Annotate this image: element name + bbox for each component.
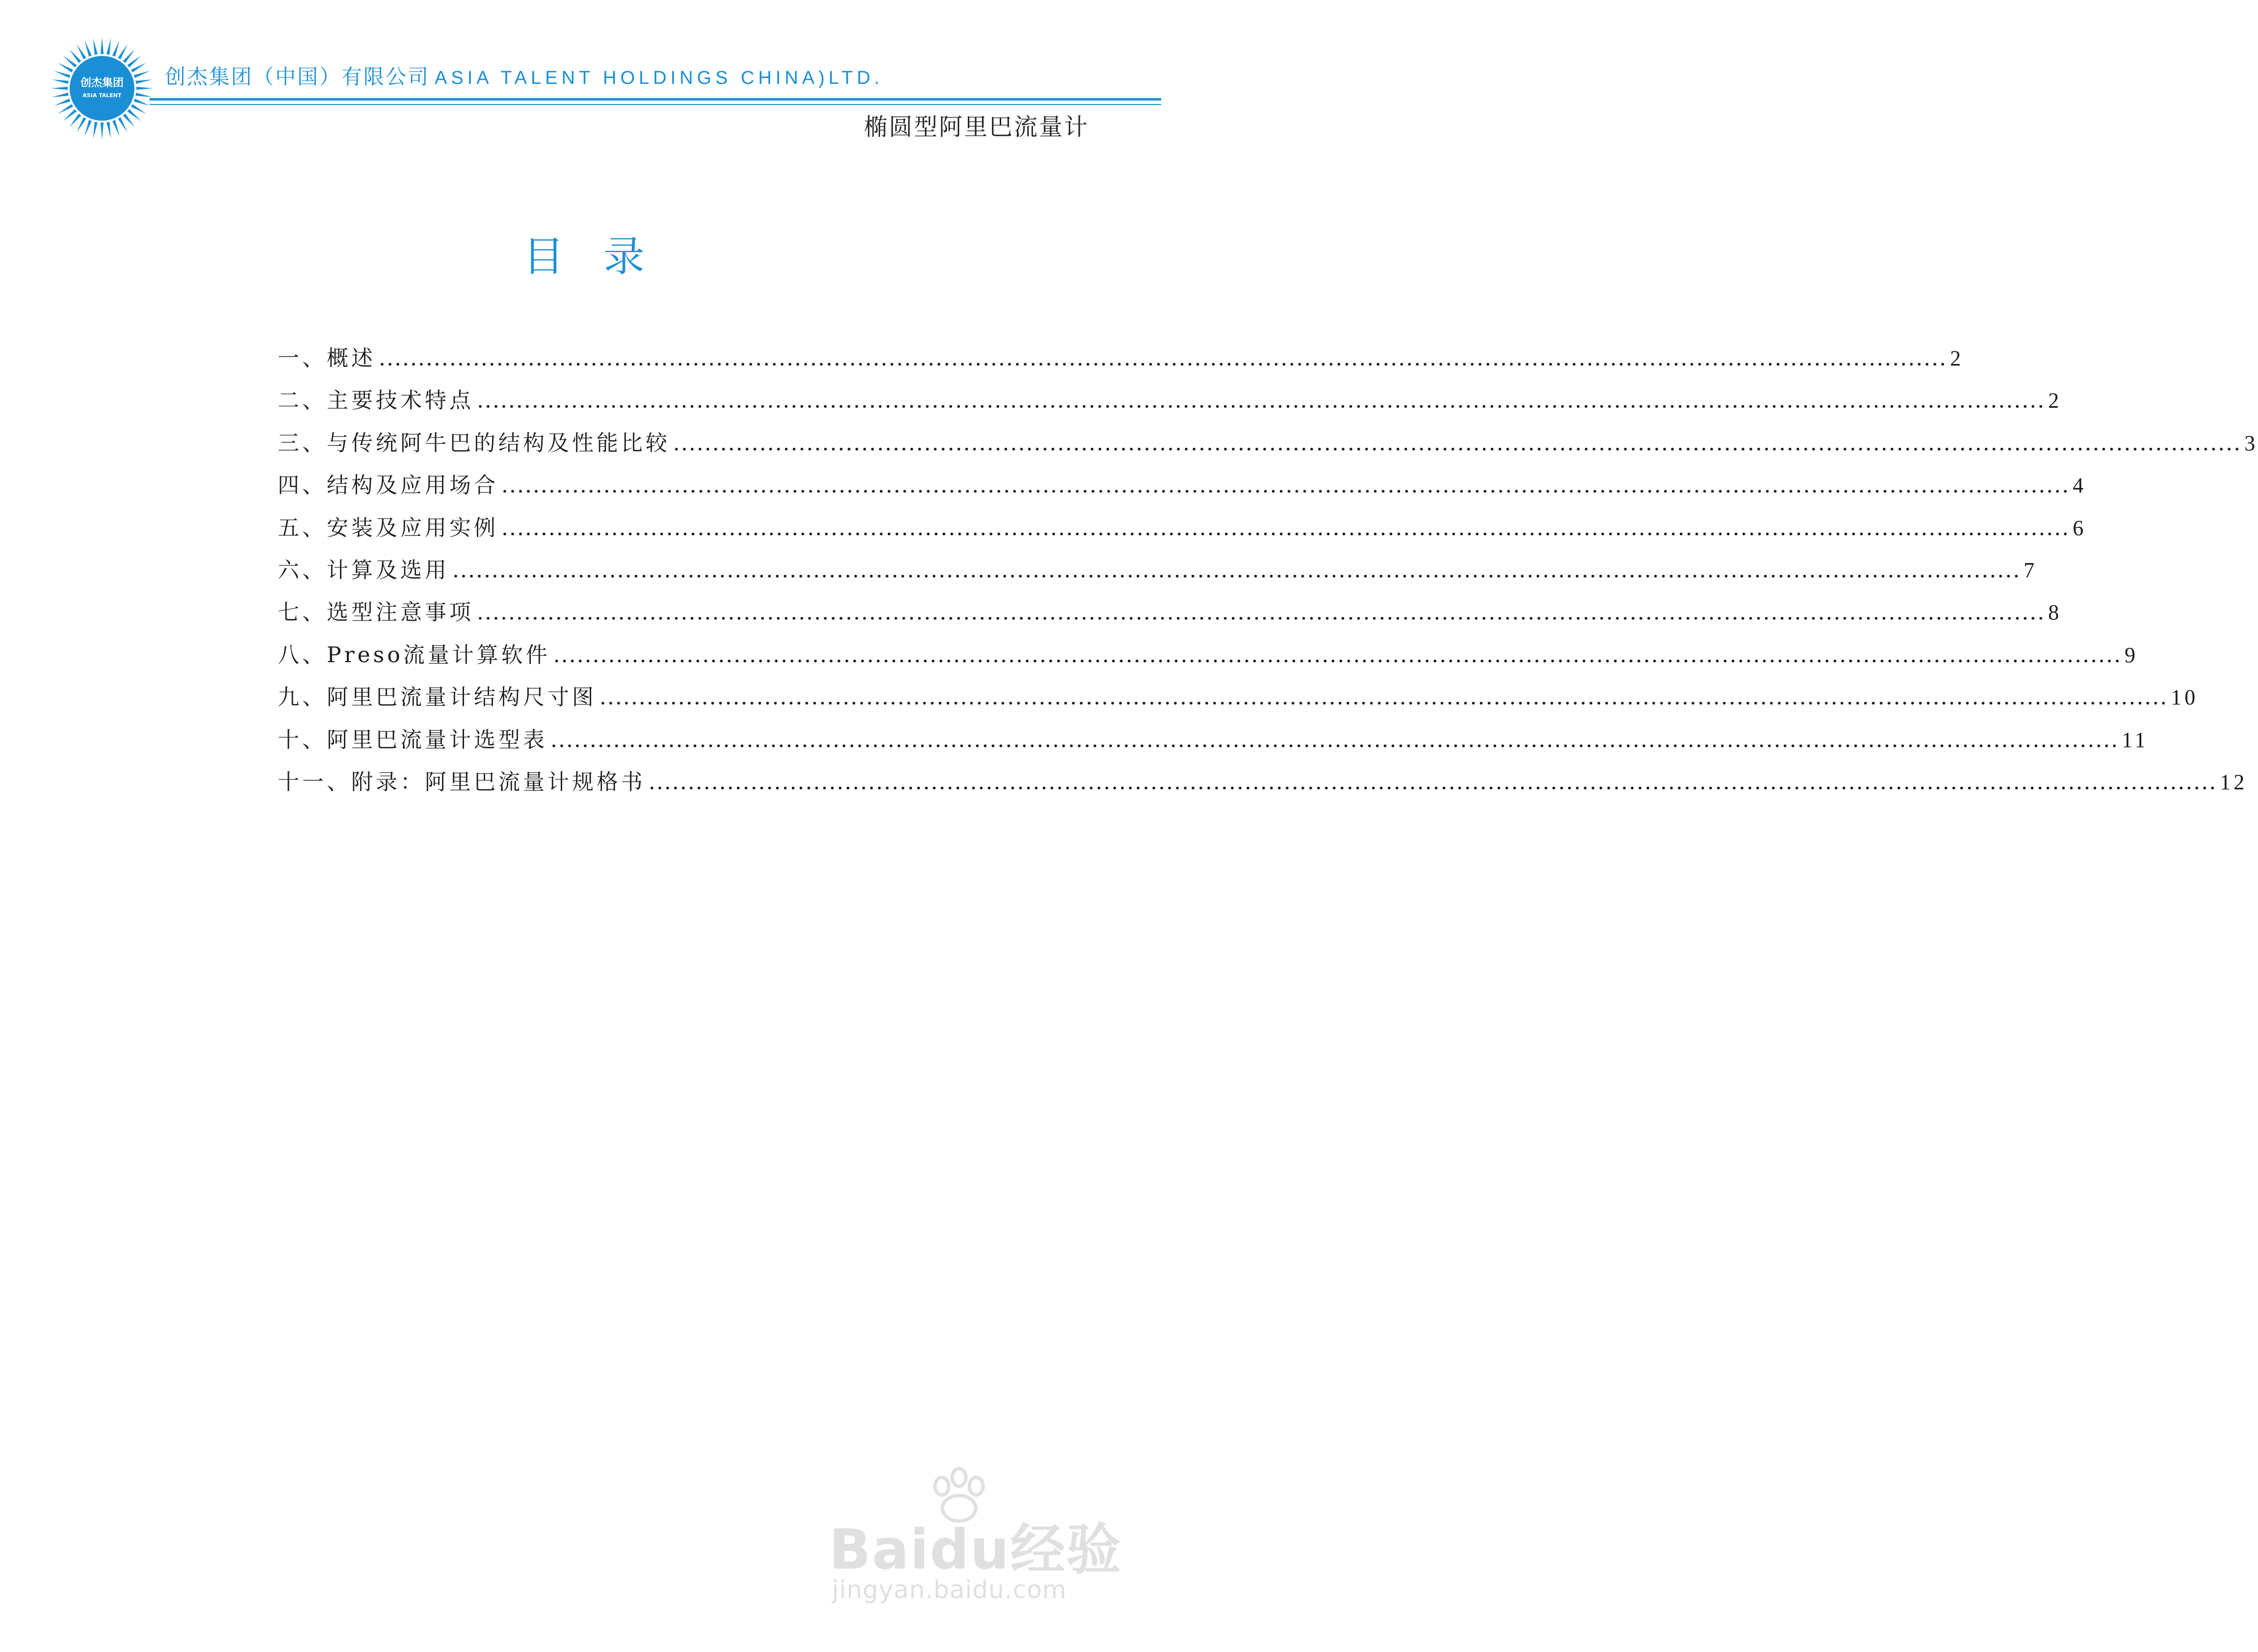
toc-entry-page: 2 <box>1950 346 1964 370</box>
logo-ray <box>106 38 111 55</box>
toc-entry-page: 12 <box>2220 770 2248 794</box>
toc-entry[interactable] <box>278 634 2139 676</box>
toc-entry-page: 11 <box>2122 727 2149 752</box>
toc-entry-label: 六、计算及选用 <box>278 557 449 583</box>
toc-dot-leader: ........................................................................................................................................................................................................ <box>452 557 2021 583</box>
table-of-contents <box>278 337 2258 803</box>
logo-ray <box>112 40 120 56</box>
toc-entry-page: 2 <box>2048 388 2062 413</box>
toc-entry-label: 一、概述 <box>278 346 376 371</box>
toc-entry-label: 四、结构及应用场合 <box>278 473 498 498</box>
toc-entry-page: 8 <box>2048 600 2062 625</box>
logo-ray <box>128 109 141 121</box>
toc-entry-page: 7 <box>2024 558 2038 582</box>
toc-entry[interactable] <box>278 337 1964 380</box>
logo-ray <box>134 99 150 106</box>
logo-ray <box>136 87 153 90</box>
toc-entry-label: 二、主要技术特点 <box>278 388 474 413</box>
logo-ray <box>101 123 104 139</box>
logo-ray <box>58 104 73 114</box>
logo-ray <box>123 114 135 128</box>
toc-entry[interactable] <box>278 676 2199 719</box>
toc-entry-label: 七、选型注意事项 <box>278 600 474 625</box>
toc-dot-leader: ........................................................................................................................................................................................................ <box>477 388 2046 413</box>
logo-ray <box>128 55 141 67</box>
logo-ray <box>84 120 92 136</box>
toc-entry-label: 十、阿里巴流量计选型表 <box>278 727 547 752</box>
logo-text-en: ASIA TALENT <box>82 92 122 99</box>
logo-ray <box>135 93 152 97</box>
toc-entry[interactable] <box>278 719 2149 761</box>
logo-ray <box>134 71 150 78</box>
toc-entry-label: 八、Preso流量计算软件 <box>278 642 550 668</box>
logo-ray <box>77 117 86 132</box>
logo-ray <box>51 87 68 90</box>
toc-dot-leader: ........................................................................................................................................................................................................ <box>553 642 2122 668</box>
toc-dot-leader: ........................................................................................................................................................................................................ <box>599 685 2168 710</box>
logo-ray <box>106 122 111 138</box>
toc-entry-page: 9 <box>2125 643 2139 667</box>
logo-ray <box>52 93 69 97</box>
baidu-watermark <box>829 1467 1122 1619</box>
toc-entry-page: 6 <box>2073 516 2087 540</box>
toc-dot-leader: ........................................................................................................................................................................................................ <box>477 600 2046 625</box>
logo-ray <box>54 71 70 78</box>
logo-ray <box>63 55 77 67</box>
logo-ray <box>118 44 128 59</box>
toc-entry[interactable] <box>278 380 2062 422</box>
toc-entry[interactable] <box>278 465 2087 507</box>
toc-entry-label: 十一、附录：阿里巴流量计规格书 <box>278 769 646 795</box>
watermark-logo: Baidu经验 <box>829 1518 1122 1582</box>
logo-ray <box>93 122 98 138</box>
company-name-cn: 创杰集团（中国）有限公司 <box>165 65 430 89</box>
toc-dot-leader: ........................................................................................................................................................................................................ <box>673 430 2242 456</box>
toc-entry[interactable] <box>278 592 2062 634</box>
logo-ray <box>101 37 104 54</box>
logo-ray <box>69 114 81 128</box>
header-divider <box>150 98 1161 101</box>
toc-dot-leader: ........................................................................................................................................................................................................ <box>501 515 2070 541</box>
toc-entry[interactable] <box>278 422 2258 465</box>
toc-dot-leader: ........................................................................................................................................................................................................ <box>501 473 2070 498</box>
logo-ray <box>135 79 152 84</box>
logo-ray <box>84 40 92 56</box>
toc-entry-label: 三、与传统阿牛巴的结构及性能比较 <box>278 430 670 456</box>
toc-dot-leader: ........................................................................................................................................................................................................ <box>649 769 2217 795</box>
toc-entry[interactable] <box>278 507 2087 549</box>
logo-ray <box>69 49 81 63</box>
toc-dot-leader: ........................................................................................................................................................................................................ <box>379 346 1947 371</box>
company-logo <box>49 35 155 141</box>
logo-ray <box>58 63 73 73</box>
company-name <box>165 61 1146 96</box>
logo-ray <box>123 49 135 63</box>
logo-ray <box>54 99 70 106</box>
toc-entry-page: 3 <box>2244 431 2258 455</box>
logo-ray <box>93 38 98 55</box>
toc-entry-page: 4 <box>2073 473 2087 498</box>
toc-entry-label: 五、安装及应用实例 <box>278 515 498 541</box>
toc-entry-label: 九、阿里巴流量计结构尺寸图 <box>278 685 597 710</box>
toc-entry-page: 10 <box>2171 685 2199 710</box>
logo-ray <box>131 63 146 73</box>
toc-entry[interactable] <box>278 549 2038 592</box>
logo-ray <box>131 104 146 114</box>
toc-dot-leader: ........................................................................................................................................................................................................ <box>550 727 2119 752</box>
watermark-url: jingyan.baidu.com <box>832 1575 1067 1604</box>
logo-ray <box>112 120 120 136</box>
logo-ray <box>52 79 69 84</box>
logo-text-cn: 创杰集团 <box>80 77 124 89</box>
toc-heading: 目录 <box>522 232 684 281</box>
logo-ray <box>77 44 86 59</box>
toc-entry[interactable] <box>278 761 2248 803</box>
logo-ray <box>63 109 77 121</box>
company-name-en: ASIA TALENT HOLDINGS CHINA)LTD. <box>435 68 883 88</box>
document-title: 椭圆型阿里巴流量计 <box>863 113 1089 141</box>
header-divider-thin <box>150 104 1161 105</box>
logo-ray <box>118 117 128 132</box>
